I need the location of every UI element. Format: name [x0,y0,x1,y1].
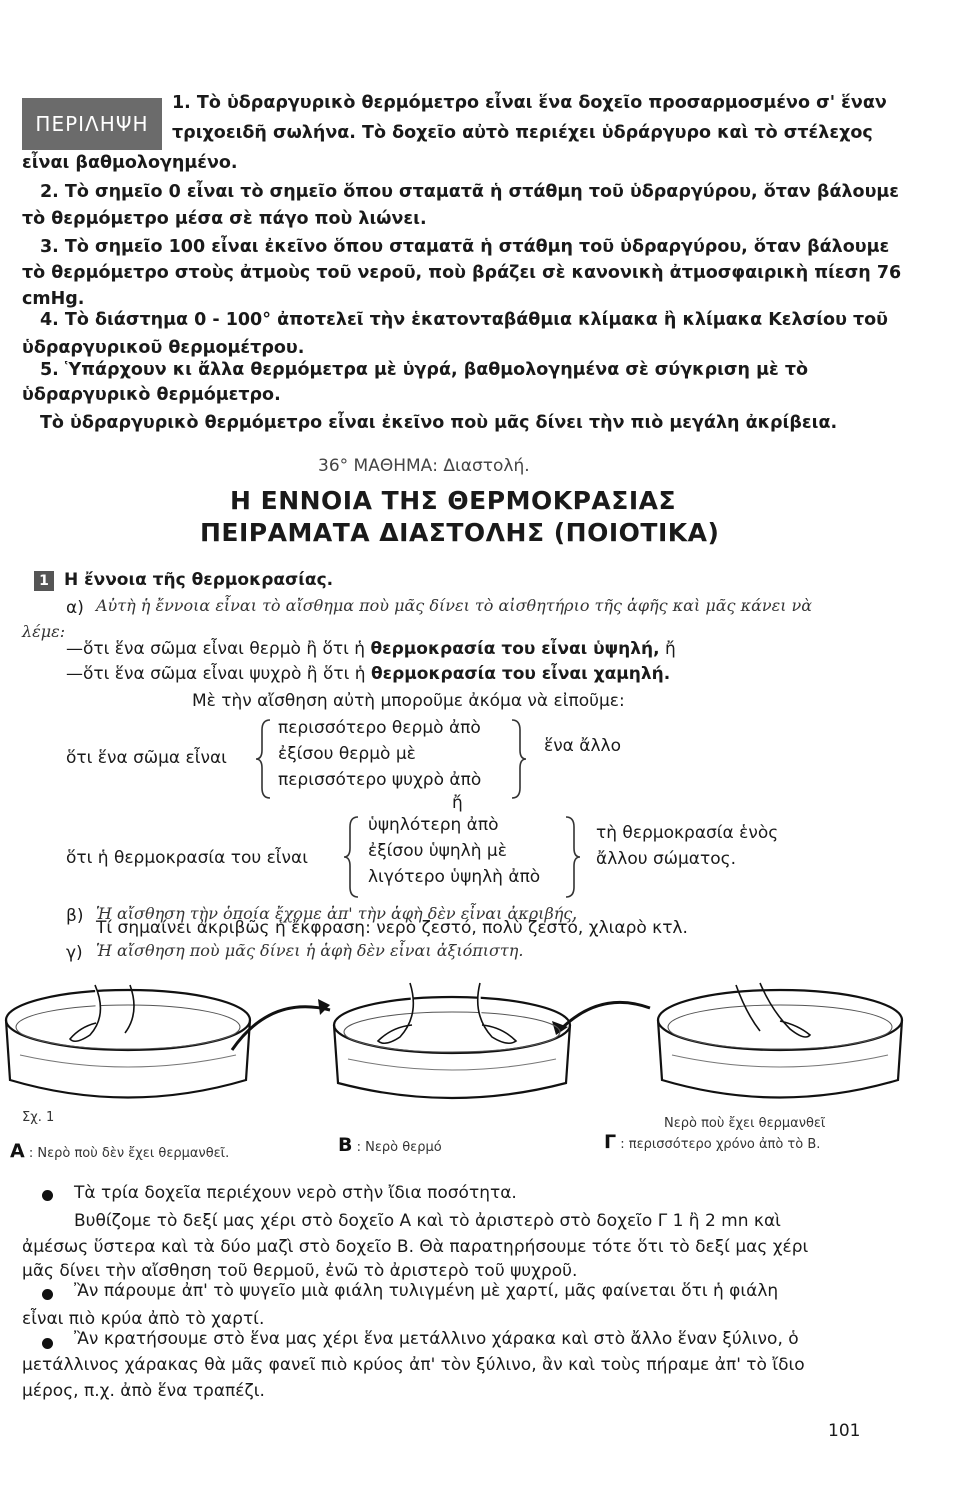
item-a-text-cont: λέμε: [22,622,66,641]
item-b-text: Ἡ αἴσθηση τὴν ὁποία ἔχομε ἀπ' τὴν ἁφὴ δὲν εἶναι ἀκριβής. [96,904,578,923]
lesson-title-2: ΠΕΙΡΑΜΑΤΑ ΔΙΑΣΤΟΛΗΣ (ΠΟΙΟΤΙΚΑ) [200,518,720,547]
caption-a-letter: Α [10,1140,25,1162]
arrow-head-icon [318,999,330,1015]
left-brace-icon [252,718,274,800]
or-word: ἤ [452,793,463,813]
right-brace-icon [562,815,584,899]
lesson-title-1: Η ΕΝΝΟΙΑ ΤΗΣ ΘΕΡΜΟΚΡΑΣΙΑΣ [230,486,677,515]
summary-line: 4. Τὸ διάστημα 0 - 100° ἀποτελεῖ τὴν ἑκατονταβάθμια κλίμακα ἢ κλίμακα Κελσίου τοῦ [40,310,888,330]
bullet-icon [42,1190,53,1201]
right-brace-icon [508,718,530,800]
exp-1-line: Βυθίζομε τὸ δεξί μας χέρι στὸ δοχεῖο Α καὶ τὸ ἀριστερὸ στὸ δοχεῖο Γ 1 ἢ 2 mn καὶ [74,1211,781,1231]
bullet-icon [42,1289,53,1300]
summary-line: 2. Τὸ σημεῖο 0 εἶναι τὸ σημεῖο ὅπου σταματᾶ ἡ στάθμη τοῦ ὑδραργύρου, ὅταν βάλουμε [40,182,900,202]
exp-3-line: Ἂν κρατήσουμε στὸ ἕνα μας χέρι ἕνα μετάλλινο χάρακα καὶ στὸ ἄλλο ἕναν ξύλινο, ὁ [74,1329,799,1349]
item-a-prefix: α) [66,598,84,618]
summary-line: τριχοειδῆ σωλήνα. Τὸ δοχεῖο αὐτὸ περιέχει ὑδράργυρο καὶ τὸ στέλεχος [172,123,873,143]
summary-line: 3. Τὸ σημεῖο 100 εἶναι ἐκεῖνο ὅπου σταματᾶ ἡ στάθμη τοῦ ὑδραργύρου, ὅταν βάλουμε [40,237,890,257]
hot-bold: θερμοκρασία του εἶναι ὑψηλή, [370,639,660,659]
summary-line: τὸ θερμόμετρο στοὺς ἀτμοὺς τοῦ νεροῦ, ποὺ βράζει σὲ κανονικὴ ἀτμοσφαιρικὴ πίεση 76 [22,263,902,283]
caption-g-line1: Νερὸ ποὺ ἔχει θερμανθεῖ [664,1116,826,1131]
arrow-icon [560,1002,650,1030]
cold-bold: θερμοκρασία του εἶναι χαμηλή. [370,664,671,684]
body-right: ἕνα ἄλλο [544,736,622,756]
item-c-text: Ἡ αἴσθηση ποὺ μᾶς δίνει ἡ ἁφὴ δὲν εἶναι ἀξιόπιστη. [96,941,524,960]
body-left: ὅτι ἕνα σῶμα εἶναι [66,748,227,768]
caption-a [10,1140,229,1162]
hot-line [66,636,676,662]
item-b-line2: Τί σημαίνει ἀκριβῶς ἡ ἔκφραση: νερὸ ζεστό, πολὺ ζεστό, χλιαρὸ κτλ. [96,918,688,938]
body-option: ἐξίσου θερμὸ μὲ [278,744,416,764]
figure-basins [0,975,973,1115]
item-c-prefix: γ) [66,943,83,963]
sense-line: Μὲ τὴν αἴσθηση αὐτὴ μποροῦμε ἀκόμα νὰ εἰποῦμε: [192,691,625,711]
summary-line: ὑδραργυρικὸ θερμόμετρο. [22,385,281,405]
temp-left: ὅτι ἡ θερμοκρασία του εἶναι [66,848,308,868]
summary-line: εἶναι βαθμολογημένο. [22,153,238,173]
page-number: 101 [828,1421,861,1441]
caption-b [338,1134,442,1156]
caption-g-letter: Γ [604,1131,617,1153]
exp-1-line: Τὰ τρία δοχεῖα περιέχουν νερὸ στὴν ἴδια ποσότητα. [74,1183,517,1203]
exp-2-line: εἶναι πιὸ κρύα ἀπὸ τὸ χαρτί. [22,1309,265,1329]
summary-line: ὑδραργυρικοῦ θερμομέτρου. [22,338,305,358]
item-a-text: Αὐτὴ ἡ ἔννοια εἶναι τὸ αἴσθημα ποὺ μᾶς δίνει τὸ αἰσθητήριο τῆς ἁφῆς καὶ μᾶς κάνει νὰ [96,596,813,615]
summary-line: cmHg. [22,289,85,309]
figure-label: Σχ. 1 [22,1110,55,1125]
caption-b-text: : Νερὸ θερμό [356,1140,442,1155]
basin-a-icon [6,985,250,1098]
summary-badge: ΠΕΡΙΛΗΨΗ [22,98,162,150]
cold-prefix: —ὅτι ἕνα σῶμα εἶναι ψυχρὸ ἢ ὅτι ἡ [66,664,366,684]
body-option: περισσότερο ψυχρὸ ἀπὸ [278,770,482,790]
summary-line: 1. Τὸ ὑδραργυρικὸ θερμόμετρο εἶναι ἕνα δοχεῖο προσαρμοσμένο σ' ἕναν [172,93,887,113]
exp-1-line: μᾶς δίνει τὴν αἴσθηση τοῦ θερμοῦ, ἐνῶ τὸ ἀριστερὸ τοῦ ψυχροῦ. [22,1261,578,1281]
item-b-prefix: β) [66,906,84,926]
cold-line [66,661,670,687]
exp-3-line: μέρος, π.χ. ἀπὸ ἕνα τραπέζι. [22,1381,265,1401]
summary-line: τὸ θερμόμετρο μέσα σὲ πάγο ποὺ λιώνει. [22,209,427,229]
exp-2-line: Ἂν πάρουμε ἀπ' τὸ ψυγεῖο μιὰ φιάλη τυλιγμένη μὲ χαρτί, μᾶς φαίνεται ὅτι ἡ φιάλη [74,1281,779,1301]
temp-right-1: τὴ θερμοκρασία ἑνὸς [596,823,779,843]
exp-1-line: ἀμέσως ὕστερα καὶ τὰ δύο μαζὶ στὸ δοχεῖο Β. Θὰ παρατηρήσουμε τότε ὅτι τὸ δεξί μας χέρι [22,1237,809,1257]
caption-a-text: : Νερὸ ποὺ δὲν ἔχει θερμανθεῖ. [28,1146,230,1161]
temp-option: ὑψηλότερη ἀπὸ [368,815,499,835]
temp-right-2: ἄλλου σώματος. [596,849,737,869]
hot-suffix: ἤ [665,639,676,659]
basin-b-icon [334,983,570,1098]
hot-prefix: —ὅτι ἕνα σῶμα εἶναι θερμὸ ἢ ὅτι ἡ [66,639,366,659]
summary-line: Τὸ ὑδραργυρικὸ θερμόμετρο εἶναι ἐκεῖνο ποὺ μᾶς δίνει τὴν πιὸ μεγάλη ἀκρίβεια. [40,413,838,433]
section-heading: Η ἔννοια τῆς θερμοκρασίας. [64,570,334,590]
section-number-box: 1 [34,571,54,591]
basin-g-icon [658,983,902,1098]
exp-3-line: μετάλλινος χάρακας θὰ μᾶς φανεῖ πιὸ κρύος ἀπ' τὸν ξύλινο, ἂν καὶ τοὺς πήραμε ἀπ' τὸ ἴδιο [22,1355,805,1375]
caption-g-text: : περισσότερο χρόνο ἀπὸ τὸ Β. [620,1137,821,1152]
summary-line: 5. Ὑπάρχουν κι ἄλλα θερμόμετρα μὲ ὑγρά, βαθμολογημένα σὲ σύγκριση μὲ τὸ [40,360,809,380]
bullet-icon [42,1338,53,1349]
lesson-label: 36° ΜΑΘΗΜΑ: Διαστολή. [318,456,530,476]
left-brace-icon [340,815,362,899]
caption-g [604,1131,820,1153]
temp-option: ἐξίσου ὑψηλὴ μὲ [368,841,507,861]
temp-option: λιγότερο ὑψηλὴ ἀπὸ [368,867,541,887]
caption-b-letter: Β [338,1134,353,1156]
body-option: περισσότερο θερμὸ ἀπὸ [278,718,481,738]
